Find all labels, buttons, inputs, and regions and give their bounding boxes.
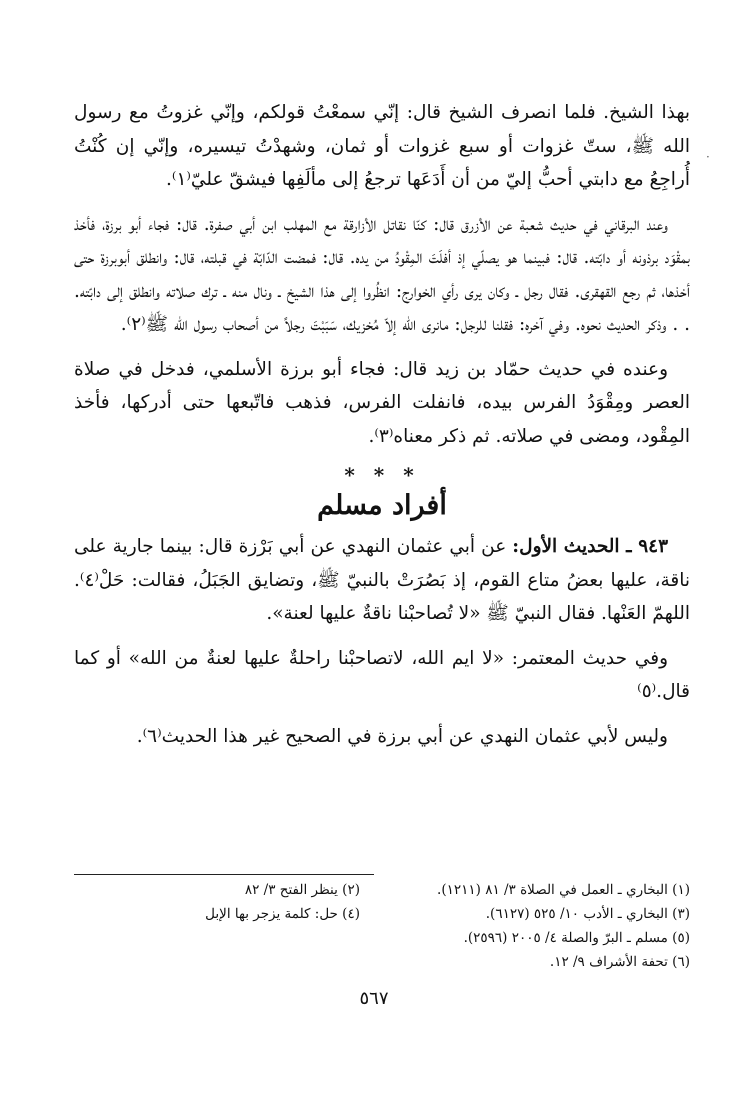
main-text [74,96,690,764]
footnote-row [74,878,690,902]
footnote-4: (٤) حل: كلمة يزجر بها الإبل [205,906,360,922]
footnote-3: (٣) البخاري ـ الأدب ١٠/ ٥٢٥ (٦١٢٧). [485,906,690,922]
hadith-number: ٩٤٣ ـ الحديث الأول: [512,536,669,557]
footnotes [74,878,690,974]
section-divider: * * * [344,463,420,487]
footnote-rule [74,874,374,875]
footnote-2: (٢) ينظر الفتح ٣/ ٨٢ [244,882,360,898]
section-title: أفراد مسلم [317,490,447,521]
mutamir-paragraph: وفي حديث المعتمر: «لا ايم الله، لاتصاحبْنا راحلةٌ عليها لعنةٌ من الله» أو كما قال.⁽٥⁾ [74,647,690,702]
margin-mark: · [706,150,710,164]
footnote-5: (٥) مسلم ـ البرّ والصلة ٤/ ٢٠٠٥ (٢٥٩٦). [463,930,690,946]
footnote-6: (٦) تحفة الأشراف ٩/ ١٢. [549,954,690,970]
footnote-row [74,902,690,926]
hadith-paragraph [74,530,690,631]
paragraph-2: وعند البرقاني في حديث شعبة عن الأزرق قال: كنّا نقاتل الأزارقة مع المهلب ابن أبي صفرة. قال: فجاء أبو برزة، فأخذ بمقْوَد برذونه أو دابّته. قال: فبينما هو يصلّي إذ أفلَتَ المِقْودُ من يده. قال: فمضت الدّابّة في قبلته، قال: وانطلق أبوبرزة حتى أخذها، ثم رجع القهقرى. فقال رجل ـ وكان يرى رأي الخوارج: انظُروا إلى هذا الشيخ ـ ونال منه ـ ترك صلاته وانطلق إلى دابّته. . . وذكر الحديث نحوه. وفي آخره: فقلنا للرجل: مانرى الله إلاّ مُخزيك، سَبَبْتَ رجلاً من أصحاب رسول الله ﷺ⁽٢⁾. [74,213,690,335]
hadith-text: عن أبي عثمان النهدي عن أبي بَرْزة قال: بينما جارية على ناقة، عليها بعضُ متاع القوم، إذ بَصُرَتْ بالنبيّ ﷺ، وتضايق الجَبَلُ، فقالت: حَلْ⁽٤⁾. اللهمّ العَنْها. فقال النبيّ ﷺ «لا تُصاحبْنا ناقةٌ عليها لعنة». [74,536,690,624]
closing-paragraph: وليس لأبي عثمان النهدي عن أبي برزة في الصحيح غير هذا الحديث⁽٦⁾. [136,725,668,747]
footnote-1: (١) البخاري ـ العمل في الصلاة ٣/ ٨١ (١٢١١). [437,882,690,898]
paragraph-3: وعنده في حديث حمّاد بن زيد قال: فجاء أبو برزة الأسلمي، فدخل في صلاة العصر ومِقْوَدُ الفرس بيده، فانفلت الفرس، فذهب فاتّبعها حتى أدركها، فأخذ المِقْود، ومضى في صلاته. ثم ذكر معناه⁽٣⁾. [74,358,690,447]
paragraph-1: بهذا الشيخ. فلما انصرف الشيخ قال: إنّي سمعْتُ قولكم، وإنّي غزوتُ مع رسول الله ﷺ، ستّ غزوات أو سبع غزوات أو ثمان، وشهدْتُ تيسيره، وإنّي إن كُنْتُ أُراجِعُ مع دابتي أحبُّ إليّ من أن أَدَعَها ترجعُ إلى مألَفِها فيشقّ عليّ⁽١⁾. [74,102,690,190]
page-number: ٥٦٧ [359,988,389,1009]
